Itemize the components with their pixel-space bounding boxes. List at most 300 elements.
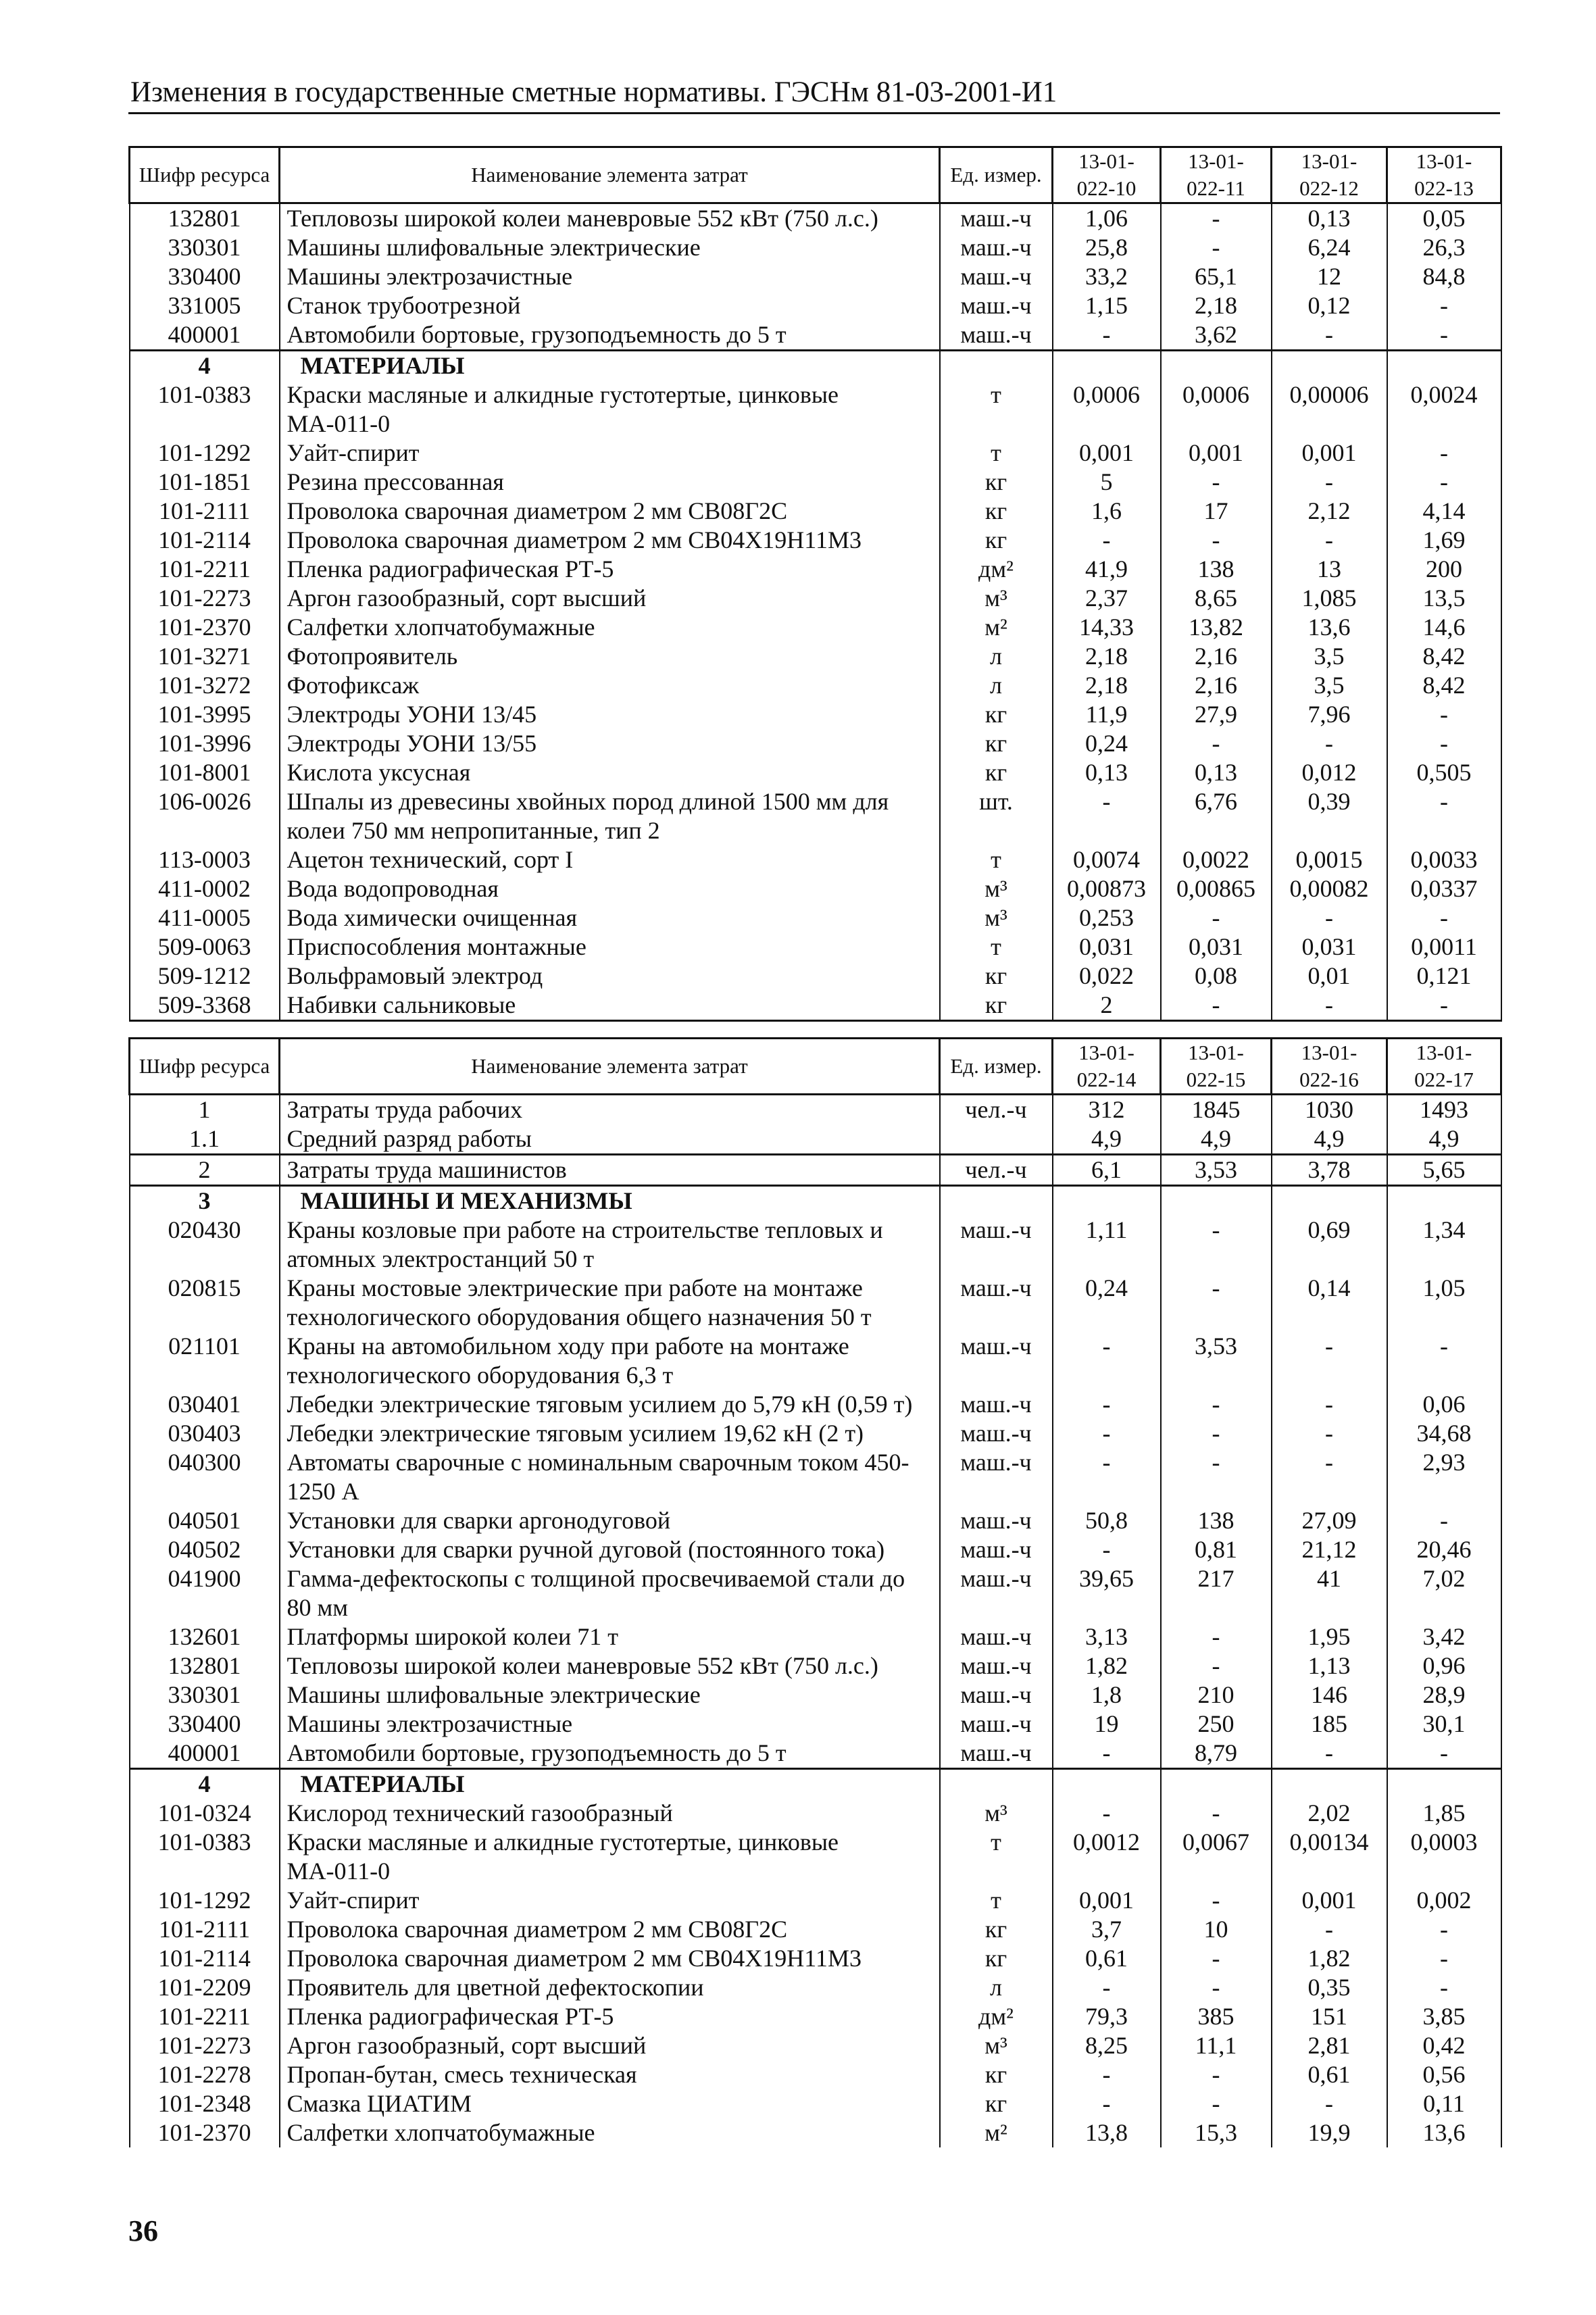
unit-cell: кг xyxy=(940,468,1053,497)
unit-cell: маш.-ч xyxy=(940,1274,1053,1332)
unit-cell: чел.-ч xyxy=(940,1095,1053,1125)
table-row xyxy=(130,1564,1501,1622)
unit-cell: т xyxy=(940,845,1053,874)
norm-value-cell: 10 xyxy=(1161,1915,1272,1944)
unit-cell: дм² xyxy=(940,555,1053,584)
unit-cell: кг xyxy=(940,526,1053,555)
cost-element-name-cell: Электроды УОНИ 13/45 xyxy=(280,700,940,729)
cost-element-name-cell: Краски масляные и алкидные густотертые, цинковые МА-011-0 xyxy=(280,380,940,439)
norm-value-cell: 5 xyxy=(1053,468,1161,497)
norm-value-cell: 33,2 xyxy=(1053,262,1161,291)
norm-value-cell: - xyxy=(1387,1973,1501,2002)
resource-code-cell: 330301 xyxy=(130,233,280,262)
norm-value-cell: 1,69 xyxy=(1387,526,1501,555)
table-row xyxy=(130,1828,1501,1886)
norm-value-cell: 138 xyxy=(1161,555,1272,584)
norm-value-cell: 0,121 xyxy=(1387,962,1501,991)
resource-code-cell: 101-1851 xyxy=(130,468,280,497)
norm-value-cell: 15,3 xyxy=(1161,2118,1272,2147)
norm-value-cell: 1,95 xyxy=(1272,1622,1387,1651)
norm-value-cell: 138 xyxy=(1161,1506,1272,1535)
cost-element-name-cell: Краски масляные и алкидные густотертые, цинковые МА-011-0 xyxy=(280,1828,940,1886)
norm-value-cell: - xyxy=(1161,1799,1272,1828)
norm-value-cell: 0,69 xyxy=(1272,1216,1387,1274)
norm-value-cell: 0,81 xyxy=(1161,1535,1272,1564)
unit-cell: маш.-ч xyxy=(940,320,1053,351)
norm-value-cell: 11,9 xyxy=(1053,700,1161,729)
norm-value-cell xyxy=(1161,1769,1272,1799)
norm-value-cell: 0,24 xyxy=(1053,729,1161,758)
resource-code-cell: 330400 xyxy=(130,262,280,291)
norm-value-cell: - xyxy=(1053,2089,1161,2118)
header-norm-column: 13-01- 022-13 xyxy=(1387,147,1501,203)
table-row xyxy=(130,1332,1501,1390)
norm-value-cell: 0,0074 xyxy=(1053,845,1161,874)
norm-value-cell: 0,00082 xyxy=(1272,874,1387,903)
resource-code-cell: 2 xyxy=(130,1155,280,1186)
cost-element-name-cell: Фотофиксаж xyxy=(280,671,940,700)
page-number: 36 xyxy=(128,2214,158,2247)
table-row xyxy=(130,932,1501,962)
unit-cell: т xyxy=(940,380,1053,439)
norm-value-cell: 26,3 xyxy=(1387,233,1501,262)
cost-element-name-cell: Затраты труда рабочих xyxy=(280,1095,940,1125)
norm-value-cell: 185 xyxy=(1272,1710,1387,1739)
norm-value-cell: - xyxy=(1053,1332,1161,1390)
norm-value-cell: 28,9 xyxy=(1387,1681,1501,1710)
table-row xyxy=(130,642,1501,671)
norm-value-cell: 0,0022 xyxy=(1161,845,1272,874)
norm-value-cell: 0,14 xyxy=(1272,1274,1387,1332)
norm-value-cell: - xyxy=(1272,468,1387,497)
header-norm-column: 13-01- 022-15 xyxy=(1161,1039,1272,1095)
unit-cell: т xyxy=(940,932,1053,962)
resource-code-cell: 101-3996 xyxy=(130,729,280,758)
norm-value-cell: - xyxy=(1053,1799,1161,1828)
norm-value-cell: 13,82 xyxy=(1161,613,1272,642)
cost-element-name-cell: Затраты труда машинистов xyxy=(280,1155,940,1186)
norm-value-cell: 3,5 xyxy=(1272,642,1387,671)
norm-value-cell: 0,00865 xyxy=(1161,874,1272,903)
norm-value-cell: 0,96 xyxy=(1387,1651,1501,1681)
table-row xyxy=(130,526,1501,555)
norm-value-cell: 84,8 xyxy=(1387,262,1501,291)
norm-value-cell: - xyxy=(1387,700,1501,729)
table-row xyxy=(130,613,1501,642)
norm-value-cell: 0,012 xyxy=(1272,758,1387,787)
unit-cell: маш.-ч xyxy=(940,1564,1053,1622)
unit-cell: маш.-ч xyxy=(940,233,1053,262)
norm-value-cell: 2,12 xyxy=(1272,497,1387,526)
resource-code-cell: 040502 xyxy=(130,1535,280,1564)
table-row xyxy=(130,1448,1501,1506)
unit-cell: кг xyxy=(940,2089,1053,2118)
resource-code-cell: 4 xyxy=(130,1769,280,1799)
norm-value-cell: - xyxy=(1161,233,1272,262)
unit-cell: кг xyxy=(940,758,1053,787)
norm-value-cell: - xyxy=(1053,2060,1161,2089)
table-row xyxy=(130,1535,1501,1564)
table-row xyxy=(130,1155,1501,1186)
unit-cell: маш.-ч xyxy=(940,1651,1053,1681)
cost-element-name-cell: Краны на автомобильном ходу при работе на монтаже технологического оборудования 6,3 т xyxy=(280,1332,940,1390)
norm-value-cell: 2 xyxy=(1053,991,1161,1021)
norm-value-cell: - xyxy=(1161,1651,1272,1681)
cost-element-name-cell: МАТЕРИАЛЫ xyxy=(280,351,940,381)
norm-value-cell: 4,9 xyxy=(1053,1124,1161,1155)
norm-value-cell: 6,1 xyxy=(1053,1155,1161,1186)
norm-value-cell: 4,9 xyxy=(1272,1124,1387,1155)
norm-value-cell: 0,0337 xyxy=(1387,874,1501,903)
cost-element-name-cell: Автоматы сварочные с номинальным сварочным током 450-1250 А xyxy=(280,1448,940,1506)
table-row xyxy=(130,1622,1501,1651)
resource-code-cell: 101-2370 xyxy=(130,2118,280,2147)
resource-code-cell: 020815 xyxy=(130,1274,280,1332)
table-row xyxy=(130,203,1501,234)
table-row xyxy=(130,1095,1501,1125)
norm-value-cell: - xyxy=(1272,991,1387,1021)
norm-value-cell: 65,1 xyxy=(1161,262,1272,291)
norm-value-cell: 19,9 xyxy=(1272,2118,1387,2147)
resource-code-cell: 411-0005 xyxy=(130,903,280,932)
table-row xyxy=(130,845,1501,874)
cost-element-name-cell: Машины электрозачистные xyxy=(280,262,940,291)
norm-value-cell: - xyxy=(1387,320,1501,351)
header-resource-code: Шифр ресурса xyxy=(130,147,280,203)
table-row xyxy=(130,468,1501,497)
norm-value-cell: - xyxy=(1387,1739,1501,1769)
unit-cell: кг xyxy=(940,962,1053,991)
norm-value-cell: 0,505 xyxy=(1387,758,1501,787)
unit-cell: маш.-ч xyxy=(940,1622,1053,1651)
norm-value-cell: - xyxy=(1161,1448,1272,1506)
resource-code-cell: 101-2370 xyxy=(130,613,280,642)
unit-cell: кг xyxy=(940,700,1053,729)
resource-code-cell: 101-2278 xyxy=(130,2060,280,2089)
header-divider xyxy=(128,112,1500,114)
resource-code-cell: 4 xyxy=(130,351,280,381)
unit-cell: л xyxy=(940,1973,1053,2002)
norm-value-cell: 210 xyxy=(1161,1681,1272,1710)
norm-value-cell: 0,031 xyxy=(1161,932,1272,962)
norm-value-cell: 385 xyxy=(1161,2002,1272,2031)
norm-value-cell: 2,37 xyxy=(1053,584,1161,613)
header-cost-element-name: Наименование элемента затрат xyxy=(280,147,940,203)
norm-value-cell: - xyxy=(1272,1739,1387,1769)
norm-value-cell: 0,001 xyxy=(1272,439,1387,468)
resource-code-cell: 330400 xyxy=(130,1710,280,1739)
norm-value-cell: 0,0015 xyxy=(1272,845,1387,874)
resource-code-cell: 101-0383 xyxy=(130,1828,280,1886)
table-row xyxy=(130,233,1501,262)
unit-cell: м³ xyxy=(940,1799,1053,1828)
header-unit: Ед. измер. xyxy=(940,1039,1053,1095)
norm-value-cell: - xyxy=(1272,1390,1387,1419)
norm-value-cell: 3,53 xyxy=(1161,1155,1272,1186)
norm-value-cell: 0,56 xyxy=(1387,2060,1501,2089)
resource-code-cell: 101-2114 xyxy=(130,526,280,555)
resource-code-cell: 132801 xyxy=(130,1651,280,1681)
unit-cell: т xyxy=(940,1886,1053,1915)
resource-code-cell: 030403 xyxy=(130,1419,280,1448)
norm-value-cell: 25,8 xyxy=(1053,233,1161,262)
table-row xyxy=(130,1681,1501,1710)
norm-value-cell xyxy=(1272,1186,1387,1216)
norm-value-cell: - xyxy=(1161,1274,1272,1332)
norm-value-cell: - xyxy=(1053,1973,1161,2002)
header-cost-element-name: Наименование элемента затрат xyxy=(280,1039,940,1095)
cost-element-name-cell: Машины шлифовальные электрические xyxy=(280,233,940,262)
resource-code-cell: 509-0063 xyxy=(130,932,280,962)
cost-element-name-cell: МАШИНЫ И МЕХАНИЗМЫ xyxy=(280,1186,940,1216)
unit-cell: маш.-ч xyxy=(940,291,1053,320)
norm-value-cell: - xyxy=(1387,991,1501,1021)
norm-value-cell: 0,00006 xyxy=(1272,380,1387,439)
table-row xyxy=(130,380,1501,439)
cost-element-name-cell: Салфетки хлопчатобумажные xyxy=(280,2118,940,2147)
norm-value-cell: 50,8 xyxy=(1053,1506,1161,1535)
norm-value-cell: 30,1 xyxy=(1387,1710,1501,1739)
norm-value-cell: - xyxy=(1272,1448,1387,1506)
cost-element-name-cell: Вода водопроводная xyxy=(280,874,940,903)
norm-value-cell: - xyxy=(1161,526,1272,555)
header-norm-column: 13-01- 022-17 xyxy=(1387,1039,1501,1095)
norm-value-cell: 34,68 xyxy=(1387,1419,1501,1448)
unit-cell: кг xyxy=(940,729,1053,758)
resource-table-1 xyxy=(128,146,1502,1022)
norm-value-cell: 3,5 xyxy=(1272,671,1387,700)
norm-value-cell xyxy=(1387,1769,1501,1799)
norm-value-cell: 217 xyxy=(1161,1564,1272,1622)
resource-table-2 xyxy=(128,1037,1502,2147)
unit-cell: м² xyxy=(940,613,1053,642)
resource-code-cell: 101-3272 xyxy=(130,671,280,700)
norm-value-cell: - xyxy=(1053,320,1161,351)
norm-value-cell: - xyxy=(1272,526,1387,555)
resource-code-cell: 040300 xyxy=(130,1448,280,1506)
norm-value-cell: 8,25 xyxy=(1053,2031,1161,2060)
cost-element-name-cell: Салфетки хлопчатобумажные xyxy=(280,613,940,642)
norm-value-cell xyxy=(1272,351,1387,381)
cost-element-name-cell: Уайт-спирит xyxy=(280,1886,940,1915)
resource-code-cell: 331005 xyxy=(130,291,280,320)
header-norm-column: 13-01- 022-11 xyxy=(1161,147,1272,203)
norm-value-cell: 3,62 xyxy=(1161,320,1272,351)
norm-value-cell: - xyxy=(1161,991,1272,1021)
norm-value-cell: - xyxy=(1272,320,1387,351)
cost-element-name-cell: Краны мостовые электрические при работе на монтаже технологического оборудования общего назначения 50 т xyxy=(280,1274,940,1332)
norm-value-cell: - xyxy=(1387,291,1501,320)
norm-value-cell: 1493 xyxy=(1387,1095,1501,1125)
table-row xyxy=(130,262,1501,291)
section-row xyxy=(130,351,1501,381)
norm-value-cell: 3,7 xyxy=(1053,1915,1161,1944)
unit-cell: маш.-ч xyxy=(940,1448,1053,1506)
table-row xyxy=(130,497,1501,526)
cost-element-name-cell: Набивки сальниковые xyxy=(280,991,940,1021)
unit-cell: кг xyxy=(940,991,1053,1021)
norm-value-cell: - xyxy=(1387,468,1501,497)
resource-code-cell: 101-1292 xyxy=(130,1886,280,1915)
table-row xyxy=(130,1973,1501,2002)
norm-value-cell: 0,12 xyxy=(1272,291,1387,320)
norm-value-cell: 2,16 xyxy=(1161,671,1272,700)
norm-value-cell: 200 xyxy=(1387,555,1501,584)
unit-cell: маш.-ч xyxy=(940,262,1053,291)
resource-code-cell: 101-1292 xyxy=(130,439,280,468)
unit-cell: дм² xyxy=(940,2002,1053,2031)
cost-element-name-cell: Станок трубоотрезной xyxy=(280,291,940,320)
unit-cell: маш.-ч xyxy=(940,203,1053,234)
resource-code-cell: 020430 xyxy=(130,1216,280,1274)
unit-cell: маш.-ч xyxy=(940,1390,1053,1419)
cost-element-name-cell: Аргон газообразный, сорт высший xyxy=(280,2031,940,2060)
norm-value-cell: - xyxy=(1161,1390,1272,1419)
table-row xyxy=(130,729,1501,758)
norm-value-cell: - xyxy=(1161,1622,1272,1651)
cost-element-name-cell: Проволока сварочная диаметром 2 мм СВ08Г2С xyxy=(280,497,940,526)
resource-code-cell: 330301 xyxy=(130,1681,280,1710)
resource-code-cell: 101-2111 xyxy=(130,497,280,526)
norm-value-cell: - xyxy=(1272,1332,1387,1390)
unit-cell xyxy=(940,1769,1053,1799)
unit-cell: шт. xyxy=(940,787,1053,845)
header-norm-column: 13-01- 022-16 xyxy=(1272,1039,1387,1095)
table-row xyxy=(130,1506,1501,1535)
norm-value-cell: 1,085 xyxy=(1272,584,1387,613)
cost-element-name-cell: Аргон газообразный, сорт высший xyxy=(280,584,940,613)
norm-value-cell: - xyxy=(1387,787,1501,845)
resource-code-cell: 101-2114 xyxy=(130,1944,280,1973)
norm-value-cell: 21,12 xyxy=(1272,1535,1387,1564)
cost-element-name-cell: Установки для сварки аргонодуговой xyxy=(280,1506,940,1535)
cost-element-name-cell: Кислота уксусная xyxy=(280,758,940,787)
resource-code-cell: 509-1212 xyxy=(130,962,280,991)
norm-value-cell: 8,65 xyxy=(1161,584,1272,613)
cost-element-name-cell: Вольфрамовый электрод xyxy=(280,962,940,991)
cost-element-name-cell: Уайт-спирит xyxy=(280,439,940,468)
norm-value-cell: 41,9 xyxy=(1053,555,1161,584)
page-header-title: Изменения в государственные сметные нормативы. ГЭСНм 81-03-2001-И1 xyxy=(130,76,1057,108)
norm-value-cell: 39,65 xyxy=(1053,1564,1161,1622)
cost-element-name-cell: Лебедки электрические тяговым усилием до 5,79 кН (0,59 т) xyxy=(280,1390,940,1419)
unit-cell: кг xyxy=(940,1915,1053,1944)
norm-value-cell: 2,02 xyxy=(1272,1799,1387,1828)
table-row xyxy=(130,1710,1501,1739)
norm-value-cell xyxy=(1387,1186,1501,1216)
norm-value-cell: 19 xyxy=(1053,1710,1161,1739)
norm-value-cell: - xyxy=(1161,903,1272,932)
norm-value-cell: - xyxy=(1053,1419,1161,1448)
table-row xyxy=(130,1390,1501,1419)
table-row xyxy=(130,1419,1501,1448)
unit-cell: маш.-ч xyxy=(940,1535,1053,1564)
norm-value-cell: 14,6 xyxy=(1387,613,1501,642)
norm-value-cell: 11,1 xyxy=(1161,2031,1272,2060)
unit-cell xyxy=(940,351,1053,381)
norm-value-cell: 27,09 xyxy=(1272,1506,1387,1535)
unit-cell: м² xyxy=(940,2118,1053,2147)
norm-value-cell: 12 xyxy=(1272,262,1387,291)
cost-element-name-cell: Пленка радиографическая РТ-5 xyxy=(280,2002,940,2031)
cost-element-name-cell: Тепловозы широкой колеи маневровые 552 кВт (750 л.с.) xyxy=(280,1651,940,1681)
norm-value-cell: 13,8 xyxy=(1053,2118,1161,2147)
norm-value-cell: 0,001 xyxy=(1053,439,1161,468)
norm-value-cell: 7,02 xyxy=(1387,1564,1501,1622)
section-row xyxy=(130,1186,1501,1216)
unit-cell: л xyxy=(940,671,1053,700)
norm-value-cell: - xyxy=(1053,1448,1161,1506)
resource-code-cell: 101-2211 xyxy=(130,555,280,584)
cost-element-name-cell: Ацетон технический, сорт I xyxy=(280,845,940,874)
norm-value-cell: 1,8 xyxy=(1053,1681,1161,1710)
cost-element-name-cell: Краны козловые при работе на строительстве тепловых и атомных электростанций 50 т xyxy=(280,1216,940,1274)
norm-value-cell: 6,76 xyxy=(1161,787,1272,845)
norm-value-cell xyxy=(1272,1769,1387,1799)
norm-value-cell: 1,15 xyxy=(1053,291,1161,320)
table-row xyxy=(130,2089,1501,2118)
norm-value-cell: 79,3 xyxy=(1053,2002,1161,2031)
norm-value-cell: - xyxy=(1161,729,1272,758)
resource-code-cell: 411-0002 xyxy=(130,874,280,903)
norm-value-cell: 2,18 xyxy=(1161,291,1272,320)
resource-code-cell: 113-0003 xyxy=(130,845,280,874)
unit-cell: чел.-ч xyxy=(940,1155,1053,1186)
table-row xyxy=(130,1651,1501,1681)
norm-value-cell: - xyxy=(1161,203,1272,234)
header-norm-column: 13-01- 022-12 xyxy=(1272,147,1387,203)
cost-element-name-cell: Проволока сварочная диаметром 2 мм СВ04Х19Н11М3 xyxy=(280,1944,940,1973)
cost-element-name-cell: Тепловозы широкой колеи маневровые 552 кВт (750 л.с.) xyxy=(280,203,940,234)
norm-value-cell: 0,0006 xyxy=(1161,380,1272,439)
norm-value-cell: 2,18 xyxy=(1053,642,1161,671)
norm-value-cell: 146 xyxy=(1272,1681,1387,1710)
norm-value-cell: 1,82 xyxy=(1053,1651,1161,1681)
norm-value-cell: 1,85 xyxy=(1387,1799,1501,1828)
norm-value-cell: 0,0006 xyxy=(1053,380,1161,439)
resource-code-cell: 021101 xyxy=(130,1332,280,1390)
norm-value-cell: 2,93 xyxy=(1387,1448,1501,1506)
table-row xyxy=(130,1799,1501,1828)
unit-cell: т xyxy=(940,1828,1053,1886)
table-row xyxy=(130,1216,1501,1274)
norm-value-cell: 27,9 xyxy=(1161,700,1272,729)
norm-value-cell: 0,13 xyxy=(1161,758,1272,787)
norm-value-cell: 4,14 xyxy=(1387,497,1501,526)
norm-value-cell: 41 xyxy=(1272,1564,1387,1622)
norm-value-cell: 0,002 xyxy=(1387,1886,1501,1915)
cost-element-name-cell: Пленка радиографическая РТ-5 xyxy=(280,555,940,584)
norm-value-cell: 0,13 xyxy=(1053,758,1161,787)
norm-value-cell xyxy=(1161,1186,1272,1216)
norm-value-cell: 0,0033 xyxy=(1387,845,1501,874)
norm-value-cell: 1,13 xyxy=(1272,1651,1387,1681)
norm-value-cell: 5,65 xyxy=(1387,1155,1501,1186)
norm-value-cell: 6,24 xyxy=(1272,233,1387,262)
norm-value-cell: 8,42 xyxy=(1387,671,1501,700)
table-row xyxy=(130,2060,1501,2089)
norm-value-cell: 3,53 xyxy=(1161,1332,1272,1390)
norm-value-cell: - xyxy=(1161,2089,1272,2118)
cost-element-name-cell: Кислород технический газообразный xyxy=(280,1799,940,1828)
cost-element-name-cell: Вода химически очищенная xyxy=(280,903,940,932)
norm-value-cell: 0,001 xyxy=(1272,1886,1387,1915)
norm-value-cell: 1,6 xyxy=(1053,497,1161,526)
norm-value-cell: - xyxy=(1161,1886,1272,1915)
norm-value-cell: 0,05 xyxy=(1387,203,1501,234)
unit-cell: маш.-ч xyxy=(940,1739,1053,1769)
norm-value-cell: - xyxy=(1272,1419,1387,1448)
